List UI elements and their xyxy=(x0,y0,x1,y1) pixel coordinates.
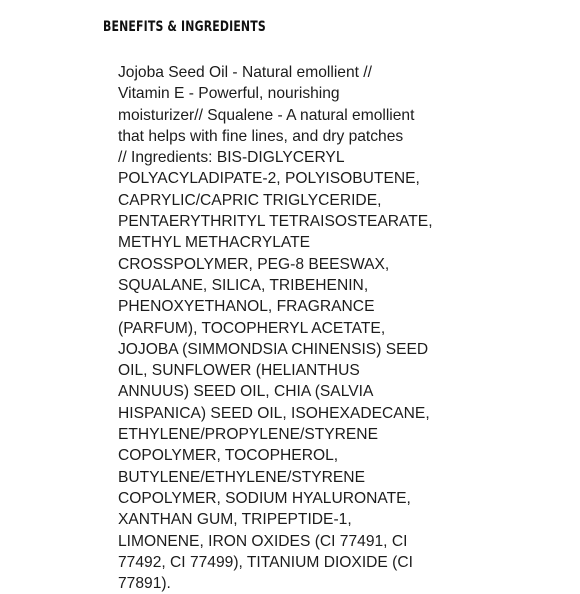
text-line: PENTAERYTHRITYL TETRAISOSTEARATE, xyxy=(118,213,433,231)
text-line: METHYL METHACRYLATE xyxy=(118,234,311,252)
text-line: PHENOXYETHANOL, FRAGRANCE xyxy=(118,298,375,316)
text-line: SQUALANE, SILICA, TRIBEHENIN, xyxy=(118,276,369,294)
section-title: BENEFITS & INGREDIENTS xyxy=(103,19,266,35)
text-line: LIMONENE, IRON OXIDES (CI 77491, CI xyxy=(118,532,408,550)
text-line: Vitamin E - Powerful, nourishing xyxy=(118,85,340,103)
text-line: CAPRYLIC/CAPRIC TRIGLYCERIDE, xyxy=(118,191,382,209)
text-line: XANTHAN GUM, TRIPEPTIDE-1, xyxy=(118,511,352,529)
text-line: Jojoba Seed Oil - Natural emollient // xyxy=(118,64,372,81)
text-line: HISPANICA) SEED OIL, ISOHEXADECANE, xyxy=(118,404,430,422)
text-line: ANNUUS) SEED OIL, CHIA (SALVIA xyxy=(118,383,374,401)
text-line: that helps with fine lines, and dry patches xyxy=(118,127,404,145)
ingredients-text xyxy=(118,62,478,594)
text-line: (PARFUM), TOCOPHERYL ACETATE, xyxy=(118,319,386,337)
text-line: COPOLYMER, SODIUM HYALURONATE, xyxy=(118,489,411,507)
text-line: 77492, CI 77499), TITANIUM DIOXIDE (CI xyxy=(118,553,413,571)
text-line: // Ingredients: BIS-DIGLYCERYL xyxy=(118,149,345,167)
text-line: JOJOBA (SIMMONDSIA CHINENSIS) SEED xyxy=(118,340,429,358)
text-line: moisturizer// Squalene - A natural emollient xyxy=(118,106,415,124)
text-line: 77891). xyxy=(118,575,171,593)
text-line: BUTYLENE/ETHYLENE/STYRENE xyxy=(118,468,365,486)
text-line: ETHYLENE/PROPYLENE/STYRENE xyxy=(118,426,378,444)
text-line: OIL, SUNFLOWER (HELIANTHUS xyxy=(118,362,360,380)
text-line: POLYACYLADIPATE-2, POLYISOBUTENE, xyxy=(118,170,420,188)
text-line: CROSSPOLYMER, PEG-8 BEESWAX, xyxy=(118,255,390,273)
text-line: COPOLYMER, TOCOPHEROL, xyxy=(118,447,339,465)
